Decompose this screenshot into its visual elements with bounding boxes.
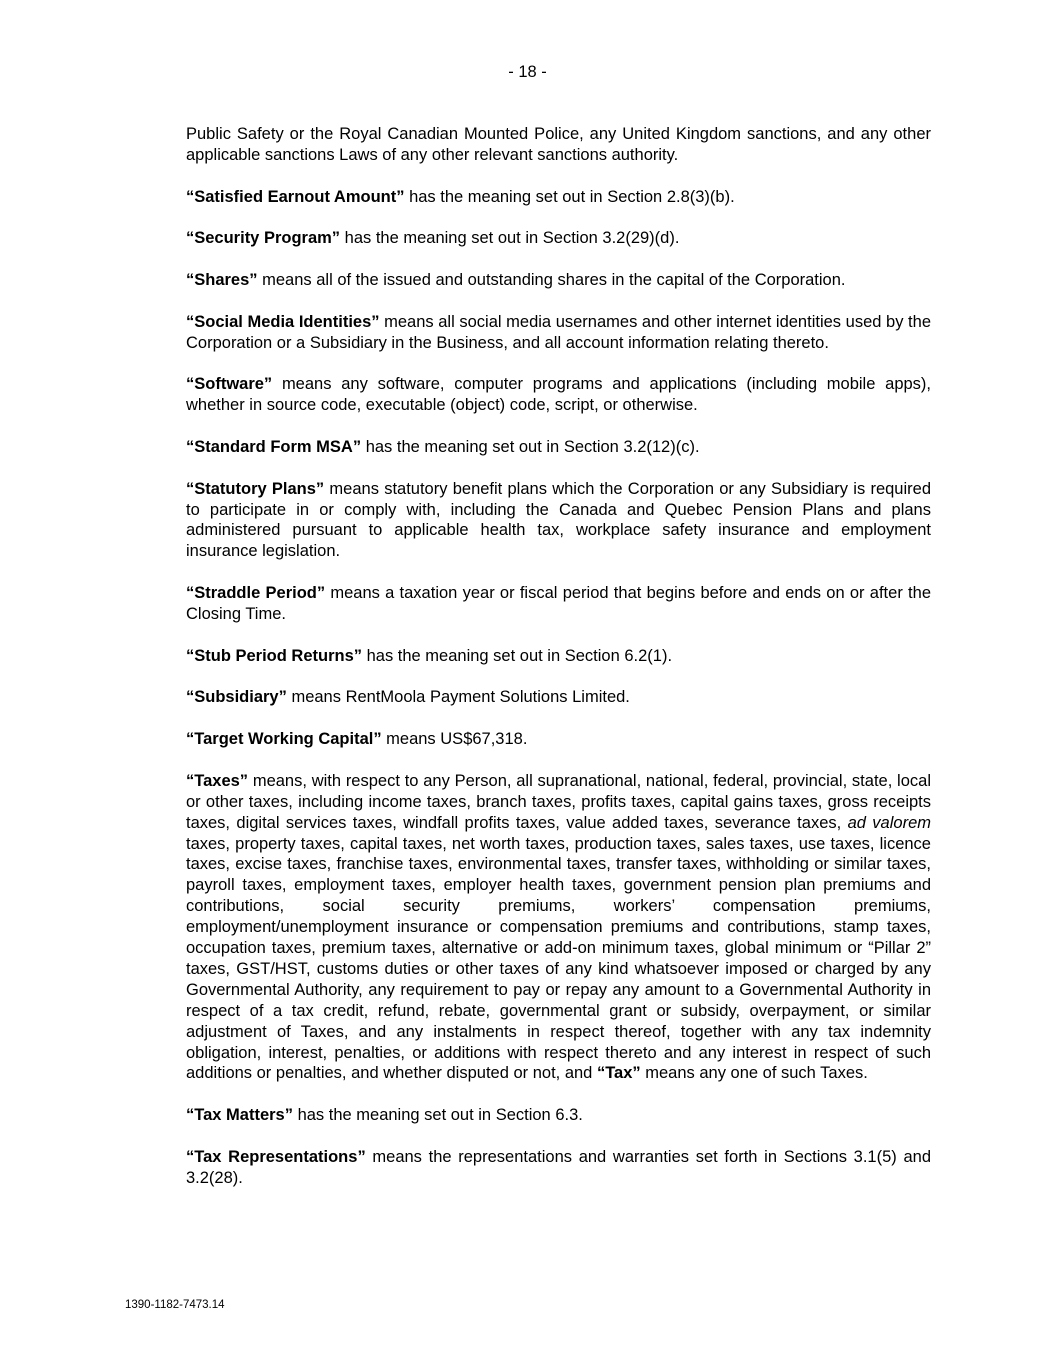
defined-term: “Standard Form MSA” (186, 437, 362, 456)
definition-software (186, 374, 931, 416)
definition-taxes (186, 771, 931, 1085)
definition-text: means RentMoola Payment Solutions Limited. (286, 688, 630, 707)
italic-phrase: ad valorem (847, 813, 931, 832)
definition-standard-form-msa (186, 437, 931, 458)
definition-subsidiary (186, 687, 931, 708)
definition-text: has the meaning set out in Section 2.8(3)(b). (404, 187, 735, 206)
defined-term: “Security Program” (186, 229, 341, 248)
definition-text: means any one of such Taxes. (640, 1064, 868, 1083)
definition-security-program (186, 228, 931, 249)
paragraph-text: Public Safety or the Royal Canadian Mounted Police, any United Kingdom sanctions, and any other applicable sanctions Laws of any other relevant sanctions authority. (186, 125, 931, 164)
definition-text: means the representations and warranties set forth in Sections 3.1(5) and 3.2(28). (186, 1147, 931, 1187)
definition-stub-period-returns (186, 646, 931, 667)
defined-term: “Social Media Identities” (186, 312, 380, 331)
defined-term: “Tax Matters” (186, 1106, 293, 1125)
definition-text: means statutory benefit plans which the Corporation or any Subsidiary is required to participate in or comply with, including the Canada and Quebec Pension Plans and plans administered pursuant to applicable health tax, workplace safety insurance and employment insurance legislation. (186, 479, 931, 561)
definition-statutory-plans (186, 479, 931, 563)
definition-tax-representations (186, 1147, 931, 1189)
definition-target-working-capital (186, 729, 931, 750)
definition-tax-matters (186, 1105, 931, 1126)
definition-text: has the meaning set out in Section 6.2(1). (362, 646, 673, 665)
page-number: - 18 - (508, 63, 547, 81)
definition-satisfied-earnout-amount (186, 187, 931, 208)
defined-term: “Straddle Period” (186, 584, 326, 603)
defined-term: “Shares” (186, 271, 258, 290)
definition-text: means all social media usernames and other internet identities used by the Corporation or a Subsidiary in the Business, and all account information relating thereto. (186, 312, 931, 352)
defined-term: “Target Working Capital” (186, 730, 382, 749)
definition-straddle-period (186, 583, 931, 625)
document-body (186, 124, 931, 1209)
definition-text: means, with respect to any Person, all supranational, national, federal, provincial, state, local or other taxes, including income taxes, branch taxes, profits taxes, capital gains taxes, gross receipts taxes, digital services taxes, windfall profits taxes, value added taxes, severance taxes, (186, 771, 931, 832)
definition-text: has the meaning set out in Section 3.2(12)(c). (361, 437, 700, 456)
defined-term: “Satisfied Earnout Amount” (186, 187, 405, 206)
definition-text: taxes, property taxes, capital taxes, net worth taxes, production taxes, sales taxes, use taxes, licence taxes, excise taxes, franchise taxes, environmental taxes, transfer taxes, withholding or similar taxes, payroll taxes, employment taxes, employer health taxes, government pension plan premiums and contributions, social security premiums, workers’ compensation premiums, employment/unemployment insurance or compensation premiums and contributions, stamp taxes, occupation taxes, premium taxes, alternative or add-on minimum taxes, global minimum or “Pillar 2” taxes, GST/HST, customs duties or other taxes of any kind whatsoever imposed or charged by any Governmental Authority, any requirement to pay or repay any amount to a Governmental Authority in respect of a tax credit, refund, rebate, governmental grant or subsidy, overpayment, or similar adjustment of Taxes, and any instalments in respect thereof, together with any tax indemnity obligation, interest, penalties, or additions with respect thereto and any interest in respect of such additions or penalties, and whether disputed or not, and (186, 834, 931, 1083)
defined-term: “Tax Representations” (186, 1147, 366, 1166)
definition-shares (186, 270, 931, 291)
defined-term: “Taxes” (186, 771, 249, 790)
defined-term: “Subsidiary” (186, 688, 287, 707)
definition-text: means all of the issued and outstanding shares in the capital of the Corporation. (257, 271, 846, 290)
defined-term: “Stub Period Returns” (186, 646, 363, 665)
definition-text: means US$67,318. (381, 730, 528, 749)
definition-text: means any software, computer programs and applications (including mobile apps), whether in source code, executable (object) code, script, or otherwise. (186, 375, 931, 415)
defined-term: “Tax” (596, 1064, 641, 1083)
document-id-footer: 1390-1182-7473.14 (125, 1299, 225, 1311)
definition-text: means a taxation year or fiscal period that begins before and ends on or after the Closing Time. (186, 584, 931, 623)
defined-term: “Software” (186, 375, 273, 394)
definition-text: has the meaning set out in Section 3.2(29)(d). (340, 229, 680, 248)
defined-term: “Statutory Plans” (186, 479, 325, 498)
definition-text: has the meaning set out in Section 6.3. (292, 1106, 583, 1125)
definition-social-media-identities (186, 312, 931, 354)
paragraph-sanctions-continued (186, 124, 931, 166)
